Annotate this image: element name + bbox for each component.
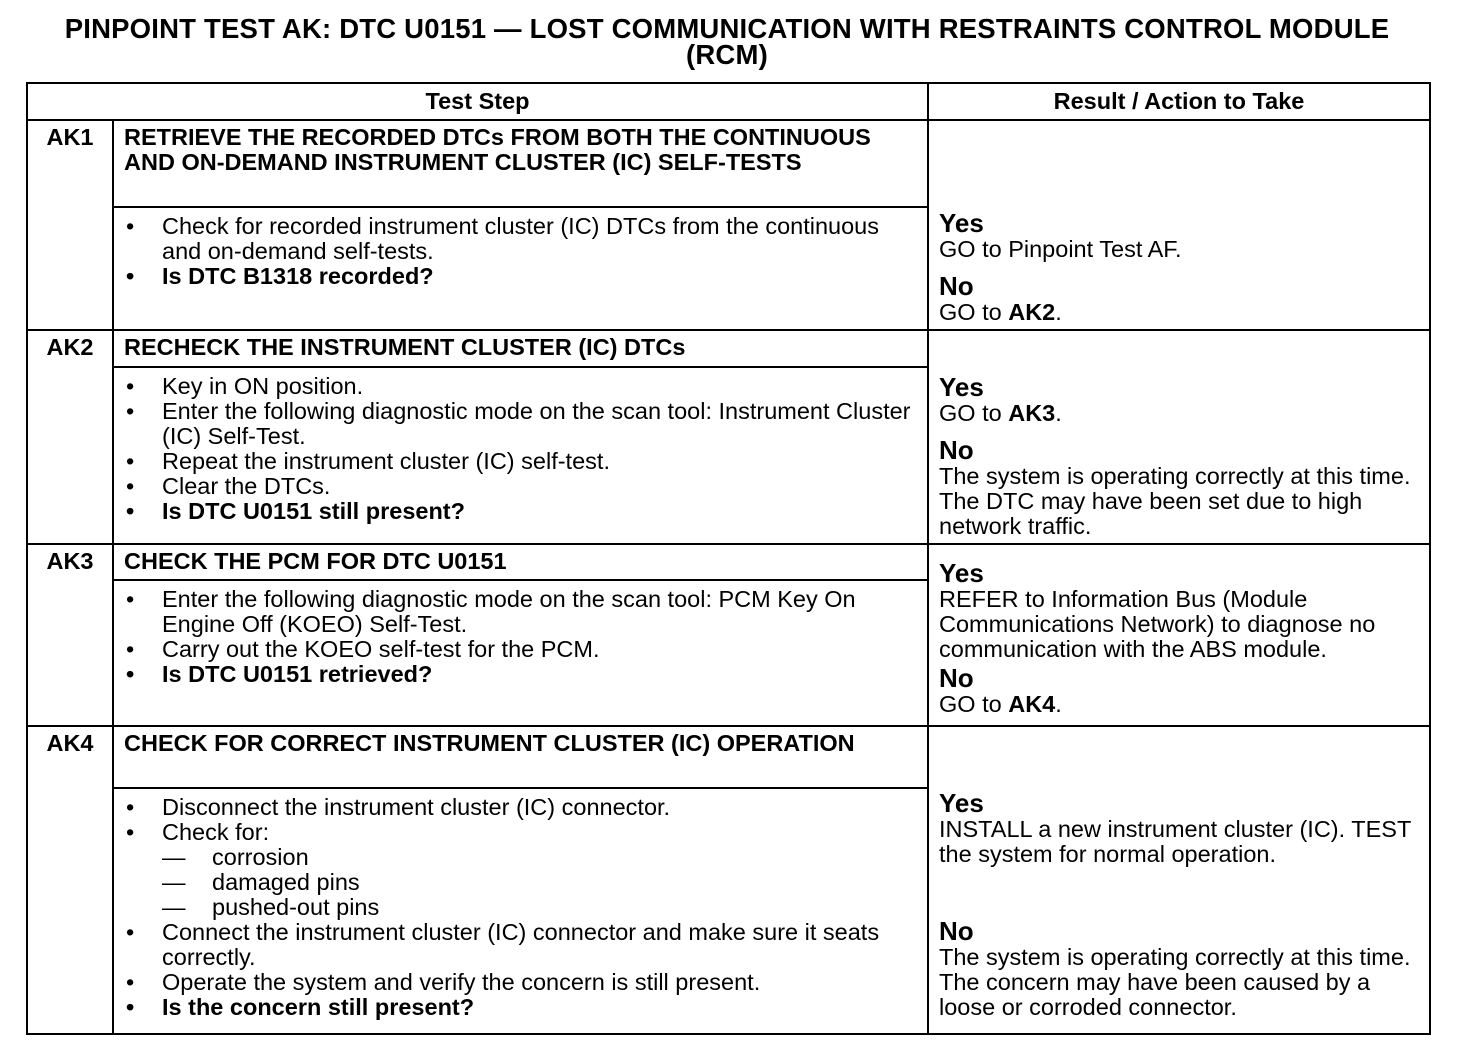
- step-heading-row: [27, 120, 1430, 207]
- step-link: AK3: [1008, 400, 1056, 426]
- bullet-item: • Check for recorded instrument cluster (IC) DTCs from the continuous and on-demand self-tests.: [124, 214, 917, 264]
- step-heading: RECHECK THE INSTRUMENT CLUSTER (IC) DTCs: [113, 330, 928, 367]
- step-heading: CHECK THE PCM FOR DTC U0151: [113, 544, 928, 580]
- sub-list: [124, 845, 917, 920]
- step-result: [928, 330, 1430, 544]
- step-heading: CHECK FOR CORRECT INSTRUMENT CLUSTER (IC) OPERATION: [113, 726, 928, 788]
- page-title: PINPOINT TEST AK: DTC U0151 — LOST COMMUNICATION WITH RESTRAINTS CONTROL MODULE (RCM): [64, 13, 1390, 70]
- header-result-action: Result / Action to Take: [928, 83, 1430, 120]
- bullet-question: • Is DTC U0151 retrieved?: [124, 662, 917, 687]
- step-result: [928, 544, 1430, 726]
- step-id: AK4: [27, 726, 113, 1034]
- no-action: The system is operating correctly at this time. The concern may have been caused by a loose or corroded connector.: [939, 944, 1411, 1020]
- no-action: GO to AK2.: [939, 299, 1062, 325]
- bullet-text: Check for:: [162, 819, 270, 845]
- no-label: No: [939, 916, 974, 946]
- bullet-item: • Disconnect the instrument cluster (IC) connector.: [124, 795, 917, 820]
- pinpoint-test-table: [26, 82, 1431, 1035]
- step-body: [113, 207, 928, 330]
- yes-label: Yes: [939, 372, 984, 402]
- yes-label: Yes: [939, 788, 984, 818]
- no-label: No: [939, 271, 974, 301]
- sub-item: — damaged pins: [162, 870, 917, 895]
- step-result: [928, 726, 1430, 1034]
- bullet-question: • Is the concern still present?: [124, 995, 917, 1020]
- yes-label: Yes: [939, 208, 984, 238]
- no-action: GO to AK4.: [939, 691, 1062, 717]
- step-id: AK2: [27, 330, 113, 544]
- yes-action: REFER to Information Bus (Module Communications Network) to diagnose no communication with the ABS module.: [939, 586, 1376, 662]
- bullet-item: • Enter the following diagnostic mode on the scan tool: PCM Key On Engine Off (KOEO) Self-Test.: [124, 587, 917, 637]
- bullet-question: • Is DTC U0151 still present?: [124, 499, 917, 524]
- bullet-item: • Enter the following diagnostic mode on the scan tool: Instrument Cluster (IC) Self-Test.: [124, 399, 917, 449]
- bullet-item: • Connect the instrument cluster (IC) connector and make sure it seats correctly.: [124, 920, 917, 970]
- step-heading-row: [27, 544, 1430, 580]
- step-body: [113, 788, 928, 1034]
- step-heading: RETRIEVE THE RECORDED DTCs FROM BOTH THE CONTINUOUS AND ON-DEMAND INSTRUMENT CLUSTER (IC) SELF-TESTS: [113, 120, 928, 207]
- step-id: AK3: [27, 544, 113, 726]
- step-link: AK2: [1008, 299, 1056, 325]
- no-action: The system is operating correctly at this time. The DTC may have been set due to high network traffic.: [939, 463, 1411, 539]
- bullet-item: • Key in ON position.: [124, 374, 917, 399]
- step-id: AK1: [27, 120, 113, 330]
- table-header-row: [27, 83, 1430, 120]
- step-heading-row: [27, 330, 1430, 367]
- header-test-step: Test Step: [27, 83, 928, 120]
- bullet-item: [124, 820, 917, 920]
- no-label: No: [939, 435, 974, 465]
- step-body: [113, 367, 928, 544]
- bullet-question: • Is DTC B1318 recorded?: [124, 264, 917, 289]
- yes-action: INSTALL a new instrument cluster (IC). TEST the system for normal operation.: [939, 816, 1411, 867]
- yes-label: Yes: [939, 558, 984, 588]
- bullet-item: • Repeat the instrument cluster (IC) self-test.: [124, 449, 917, 474]
- sub-item: — corrosion: [162, 845, 917, 870]
- bullet-item: • Operate the system and verify the concern is still present.: [124, 970, 917, 995]
- step-link: AK4: [1008, 691, 1056, 717]
- step-result: [928, 120, 1430, 330]
- step-body: [113, 580, 928, 726]
- yes-action: GO to Pinpoint Test AF.: [939, 236, 1182, 262]
- sub-item: — pushed-out pins: [162, 895, 917, 920]
- bullet-item: • Clear the DTCs.: [124, 474, 917, 499]
- bullet-item: • Carry out the KOEO self-test for the PCM.: [124, 637, 917, 662]
- no-label: No: [939, 663, 974, 693]
- step-heading-row: [27, 726, 1430, 788]
- yes-action: GO to AK3.: [939, 400, 1062, 426]
